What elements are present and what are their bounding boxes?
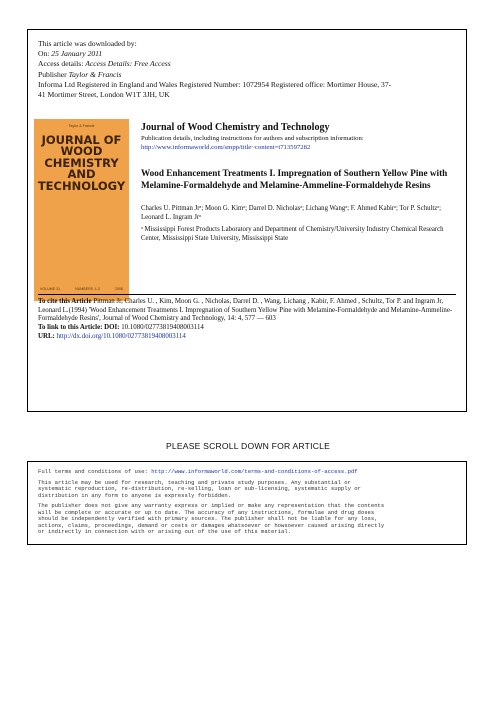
cover-title-line: WOOD: [60, 144, 103, 159]
disclaimer-line: or indirectly in connection with or arising out of the use of this material.: [38, 528, 291, 535]
article-url-line: [38, 333, 458, 342]
access-details-line: [38, 59, 458, 69]
url-label: URL:: [38, 332, 55, 340]
cover-title-line: AND: [67, 167, 96, 182]
terms-line: [38, 469, 463, 476]
download-notice-box: [27, 29, 467, 412]
disclaimer-line: will be complete or accurate or up to date. The accuracy of any instructions, formulae and drug doses: [38, 508, 375, 516]
disclaimer-paragraph: [38, 503, 463, 536]
downloaded-by-line: This article was downloaded by:: [38, 39, 137, 48]
journal-cover-image: [34, 119, 129, 301]
citation-block: [38, 298, 458, 342]
cite-label: To cite this Article: [38, 298, 92, 305]
publisher-line: [38, 70, 458, 80]
cover-title-line: TECHNOLOGY: [37, 178, 126, 193]
divider: [38, 294, 456, 295]
article-title: Wood Enhancement Treatments I. Impregnation of Southern Yellow Pine with Melamine-Formaldehyde and Melamine-Ammeline-Formaldehyde Resins: [141, 168, 448, 190]
usage-line: This article may be used for research, teaching and private study purposes. Any substantial or: [38, 478, 351, 486]
usage-line: systematic reproduction, re-distribution, re-selling, loan or sub-licensing, systematic supply or: [38, 485, 361, 492]
access-label: Access details:: [38, 59, 86, 69]
publication-details: [141, 135, 459, 152]
article-url-link[interactable]: http://dx.doi.org/10.1080/02773819408003114: [54, 332, 186, 340]
download-notice: [38, 39, 458, 100]
cite-text: Pittman Jr, Charles U. , Kim, Moon G. , Nicholas, Darrel D. , Wang, Lichang , Kabir, F. Ahmed , Schultz, Tor P. and Ingram Jr, Leonard L.(1994) 'Wood Enhancement Treatments I. Impregnation of Southern Yellow Pine with Melamine-Formaldehyde and Melamine-Ammeline-Formaldehyde Resins', Journal of Wood Chemistry and Technology, 14: 4, 577 — 603: [38, 298, 453, 323]
access-value: Access Details: Free Access: [85, 59, 171, 69]
cover-title: [34, 135, 129, 192]
cover-year: 2008: [115, 287, 123, 291]
download-date: 25 January 2011: [51, 49, 103, 59]
publisher-label: Publisher: [38, 69, 69, 79]
on-label: On:: [38, 49, 52, 59]
cover-publisher: Taylor & Francis: [68, 124, 95, 128]
cover-volume: VOLUME 31: [40, 287, 61, 291]
usage-paragraph: [38, 480, 463, 500]
disclaimer-line: should be independently verified with primary sources. The publisher shall not be liable for any loss,: [38, 515, 378, 522]
informa-line-2: 41 Mortimer Street, London W1T 3JH, UK: [38, 90, 170, 100]
terms-text: [38, 469, 463, 540]
disclaimer-line: The publisher does not give any warranty express or implied or make any representation that the contents: [38, 502, 385, 509]
link-label: To link to this Article: DOI:: [38, 324, 120, 332]
usage-line: distribution in any form to anyone is expressly forbidden.: [38, 491, 232, 499]
informa-line-1: Informa Ltd Registered in England and Wales Registered Number: 1072954 Registered office: Mortimer House, 37-: [38, 79, 392, 89]
cover-volume-info: [40, 287, 123, 291]
disclaimer-line: actions, claims, proceedings, demand or costs or damages whatsoever or howsoever caused arising directly: [38, 521, 385, 529]
cover-title-line: JOURNAL OF: [41, 133, 122, 147]
terms-url-link[interactable]: http://www.informaworld.com/terms-and-conditions-of-access.pdf: [151, 468, 358, 475]
author-affiliation: ᵃ Mississippi Forest Products Laboratory and Department of Chemistry/University Industry Chemical Research Center, Mississippi State University, Mississippi State: [141, 226, 444, 242]
cover-title-line: CHEMISTRY: [44, 155, 119, 170]
scroll-down-notice: PLEASE SCROLL DOWN FOR ARTICLE: [165, 441, 331, 451]
cite-this-article: [38, 298, 458, 324]
link-to-article: [38, 324, 458, 333]
publisher-value: Taylor & Francis: [68, 69, 122, 79]
terms-box: [27, 461, 467, 545]
cover-number: NUMBERS 1–2: [75, 287, 101, 291]
doi-value: 10.1080/02773819408003114: [119, 324, 204, 332]
article-authors: Charles U. Pittman Jrᵃ; Moon G. Kimᵃ; Darrel D. Nicholasᵃ; Lichang Wangᵃ; F. Ahmed Kabirᵃ; Tor P. Schultzᵃ; Leonard L. Ingram Jrᵃ: [141, 205, 442, 221]
publication-details-text: Publication details, including instructions for authors and subscription information:: [141, 135, 364, 142]
journal-title: Journal of Wood Chemistry and Technology: [141, 122, 330, 133]
download-date-line: [38, 49, 458, 59]
journal-url-link[interactable]: http://www.informaworld.com/smpp/title~content=t713597282: [141, 143, 311, 151]
terms-prefix: Full terms and conditions of use:: [38, 468, 152, 475]
